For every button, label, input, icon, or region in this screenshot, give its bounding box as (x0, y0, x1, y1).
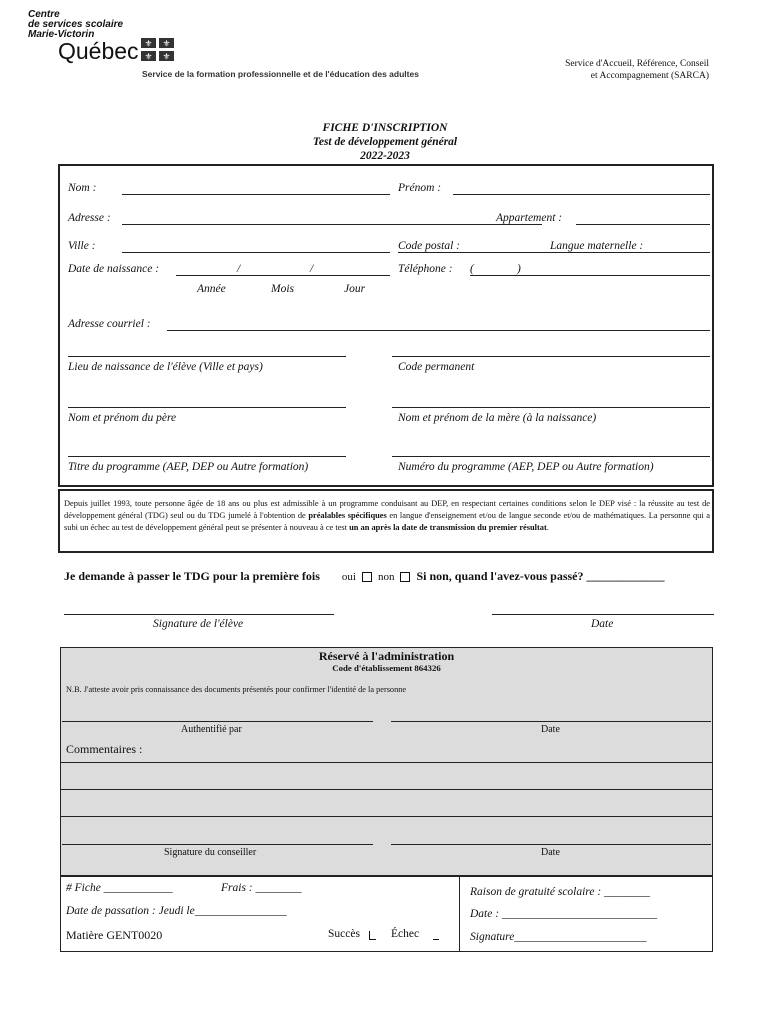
notice-text2: en langue d'enseignement et/ou de langue seconde et/ou de mathématiques. La personne qui a subi un échec au test de développement général peut se présenter à nouveau à ce test (64, 510, 710, 532)
raison-field[interactable]: Raison de gratuité scolaire : ________ (470, 886, 651, 898)
notice-text3: . (546, 522, 549, 532)
signature-conseiller-input[interactable] (62, 844, 373, 845)
ville-label: Ville : (68, 240, 96, 252)
notice-text1: Depuis juillet 1993, toute personne âgée de 18 ans ou plus est admissible à un programme conduisant au DEP, en respectant certaines conditions selon le DEP visé : la réussite au test de développement général (TDG) seul ou du TDG jumelé à l'obtention de (64, 499, 710, 520)
oui-checkbox[interactable] (362, 572, 372, 582)
title-year: 2022-2023 (360, 150, 410, 162)
langue-label: Langue maternelle : (550, 240, 644, 252)
courriel-label: Adresse courriel : (68, 318, 151, 330)
prenom-input[interactable] (453, 194, 710, 195)
telephone-input[interactable] (470, 275, 710, 276)
date-slash-1: / (237, 263, 241, 275)
org-name (28, 10, 123, 40)
bottom-divider (459, 876, 460, 952)
date-passation-field[interactable]: Date de passation : Jeudi le________________ (66, 905, 287, 917)
authentifie-label: Authentifié par (181, 724, 242, 735)
admin-nb: N.B. J'atteste avoir pris connaissance des documents présentés pour confirmer l'identité de la personne (66, 685, 407, 694)
svg-text:⚜: ⚜ (162, 52, 171, 62)
signature-eleve-input[interactable] (64, 614, 334, 615)
svg-text:⚜: ⚜ (144, 52, 153, 62)
conseiller-date-label: Date (541, 847, 560, 858)
signature-field[interactable]: Signature_______________________ (470, 931, 647, 943)
tel-close: ) (517, 263, 521, 275)
svg-text:⚜: ⚜ (162, 39, 171, 50)
appartement-label: Appartement : (496, 212, 563, 224)
pere-input[interactable] (68, 407, 346, 408)
oui-label: oui (341, 571, 356, 583)
sarca-info (565, 58, 709, 82)
code-postal-label: Code postal : (398, 240, 460, 252)
numero-programme-label: Numéro du programme (AEP, DEP ou Autre formation) (398, 461, 654, 473)
org-line2: de services scolaire (28, 19, 124, 30)
date-naissance-label: Date de naissance : (68, 263, 160, 275)
telephone-label: Téléphone : (398, 263, 453, 275)
nom-input[interactable] (122, 194, 390, 195)
title-sub: Test de développement général (312, 136, 458, 148)
adresse-input[interactable] (122, 224, 542, 225)
sarca-line2: et Accompagnement (SARCA) (590, 71, 709, 81)
jour-label: Jour (344, 283, 366, 295)
title-main: FICHE D'INSCRIPTION (322, 122, 448, 134)
echec-checkbox[interactable] (433, 939, 439, 940)
commentaires-line-2[interactable] (61, 789, 712, 790)
admin-header (60, 650, 713, 674)
adresse-label: Adresse : (68, 212, 111, 224)
request-question: Je demande à passer le TDG pour la première fois (64, 569, 320, 583)
annee-label: Année (197, 283, 226, 295)
courriel-input[interactable] (167, 330, 710, 331)
commentaires-label: Commentaires : (66, 742, 143, 756)
authentifie-date-label: Date (541, 724, 560, 735)
date-slash-2: / (310, 263, 314, 275)
mere-input[interactable] (392, 407, 710, 408)
notice-bold1: préalables spécifiques (308, 510, 387, 520)
admin-title: Réservé à l'administration (318, 649, 455, 663)
date-naissance-input[interactable] (176, 275, 390, 276)
code-postal-langue-input[interactable] (398, 252, 710, 253)
notice-bold2: un an après la date de transmission du premier résultat (349, 522, 547, 532)
form-title (0, 121, 770, 163)
frais-field[interactable]: Frais : ________ (221, 882, 302, 894)
admin-code: Code d'établissement 864326 (332, 663, 441, 673)
authentifie-input[interactable] (62, 721, 373, 722)
signature-date-label: Date (591, 618, 614, 630)
non-label: non (377, 571, 395, 583)
non-checkbox[interactable] (400, 572, 410, 582)
ville-input[interactable] (122, 252, 390, 253)
sarca-line1: Service d'Accueil, Référence, Conseil (565, 59, 709, 69)
prenom-label: Prénom : (398, 182, 442, 194)
commentaires-line-1[interactable] (61, 762, 712, 763)
lieu-naissance-input[interactable] (68, 356, 346, 357)
commentaires-line-3[interactable] (61, 816, 712, 817)
authentifie-date-input[interactable] (391, 721, 711, 722)
quebec-flag-icon (141, 38, 175, 62)
org-line3: Marie-Victorin (28, 29, 95, 40)
main-form-box (58, 164, 714, 487)
tel-open: ( (470, 263, 474, 275)
notice-text (64, 498, 710, 533)
numero-programme-input[interactable] (392, 456, 710, 457)
svg-text:⚜: ⚜ (144, 39, 153, 50)
titre-programme-input[interactable] (68, 456, 346, 457)
conseiller-date-input[interactable] (391, 844, 711, 845)
code-permanent-label: Code permanent (398, 361, 475, 373)
mois-label: Mois (271, 283, 294, 295)
lieu-naissance-label: Lieu de naissance de l'élève (Ville et pays) (68, 361, 263, 373)
fiche-field[interactable]: # Fiche ____________ (66, 882, 173, 894)
appartement-input[interactable] (576, 224, 710, 225)
signature-eleve-label: Signature de l'élève (153, 618, 244, 630)
signature-date-input[interactable] (492, 614, 714, 615)
titre-programme-label: Titre du programme (AEP, DEP ou Autre formation) (68, 461, 309, 473)
date-field[interactable]: Date : ___________________________ (470, 908, 658, 920)
pere-label: Nom et prénom du père (68, 412, 177, 424)
quebec-logo-text: Québec (58, 38, 139, 64)
service-name: Service de la formation professionnelle et de l'éducation des adultes (142, 69, 419, 79)
si-non-text: Si non, quand l'avez-vous passé? _____________ (416, 569, 665, 583)
succes-label: Succès (328, 928, 360, 940)
matiere-label: Matière GENT0020 (66, 928, 163, 942)
signature-conseiller-label: Signature du conseiller (164, 847, 257, 858)
request-line (64, 569, 665, 584)
succes-checkbox[interactable] (369, 931, 376, 940)
mere-label: Nom et prénom de la mère (à la naissance) (398, 412, 597, 424)
code-permanent-input[interactable] (392, 356, 710, 357)
nom-label: Nom : (68, 182, 97, 194)
org-line1: Centre (28, 9, 60, 20)
echec-label: Échec (391, 928, 420, 940)
